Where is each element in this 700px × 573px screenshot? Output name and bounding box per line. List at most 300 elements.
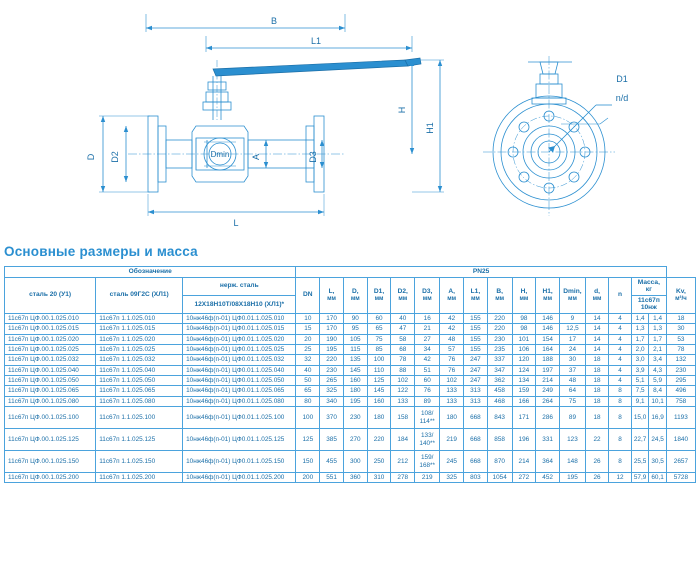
cell-value: 75 [367,334,391,344]
cell-value: 10,1 [649,396,666,406]
valve-drawing-svg [0,0,700,232]
cell-value: 60 [367,313,391,323]
dim-label-H1: H1 [425,122,435,134]
cell-designation-steel20: 11с67п ЦФ.00.1.025.150 [5,451,96,473]
cell-value: 133 [391,396,415,406]
cell-value: 166 [512,396,536,406]
cell-value: 58 [391,334,415,344]
cell-designation-steel20: 11с67п ЦФ.00.1.025.200 [5,473,96,483]
cell-value: 95 [343,324,367,334]
table-row [5,324,696,334]
cell-value: 340 [320,396,344,406]
dim-label-D2: D2 [110,151,120,163]
cell-value: 57,9 [631,473,648,483]
cell-value: 180 [440,407,464,429]
cell-value: 300 [343,451,367,473]
cell-designation-inox: 10нж46ф(п-01) ЦФ0.01.1.025.150 [183,451,296,473]
cell-designation-inox: 10нж46ф(п-01) ЦФ0.01.1.025.025 [183,344,296,354]
cell-designation-steel09: 11с67п 1.1.025.150 [96,451,183,473]
cell-value: 295 [666,376,695,386]
cell-value: 20 [296,334,320,344]
cell-value: 870 [487,451,512,473]
cell-value: 272 [512,473,536,483]
cell-value: 347 [487,365,512,375]
cell-designation-inox: 10нж46ф(п-01) ЦФ0.01.1.025.100 [183,407,296,429]
cell-value: 286 [536,407,560,429]
header-col-kv: Kv, м³/ч [666,277,695,313]
cell-value: 364 [536,451,560,473]
cell-value: 134 [512,376,536,386]
cell-value: 190 [320,334,344,344]
cell-value: 15 [296,324,320,334]
cell-value: 155 [464,313,488,323]
cell-value: 249 [536,386,560,396]
cell-value: 18 [585,365,608,375]
cell-value: 452 [536,473,560,483]
table-row [5,334,696,344]
cell-value: 1193 [666,407,695,429]
cell-designation-steel20: 11с67п ЦФ.00.1.025.125 [5,429,96,451]
cell-value: 18 [585,407,608,429]
cell-value: 160 [367,396,391,406]
header-steel09: сталь 09Г2С (ХЛ1) [96,277,183,313]
cell-value: 4 [609,365,632,375]
cell-value: 89 [415,396,440,406]
cell-value: 8 [609,386,632,396]
table-row [5,473,696,483]
cell-value: 18 [585,386,608,396]
cell-designation-steel09: 11с67п 1.1.025.100 [96,407,183,429]
cell-value: 2,1 [649,344,666,354]
page-title: Основные размеры и масса [4,244,198,259]
cell-value: 48 [440,334,464,344]
cell-value: 8 [609,429,632,451]
cell-value: 455 [320,451,344,473]
cell-value: 22 [585,429,608,451]
cell-value: 40 [296,365,320,375]
cell-value: 265 [320,376,344,386]
table-header-row-2 [5,277,696,295]
cell-designation-steel20: 11с67п ЦФ.00.1.025.080 [5,396,96,406]
cell-value: 219 [440,429,464,451]
cell-value: 4 [609,313,632,323]
cell-value: 25,5 [631,451,648,473]
dim-label-L1: L1 [310,36,322,46]
cell-value: 3,0 [631,355,648,365]
cell-value: 18 [666,313,695,323]
dim-label-nd: n/d [615,93,629,103]
cell-value: 858 [487,429,512,451]
cell-value: 85 [367,344,391,354]
cell-value: 247 [464,355,488,365]
cell-designation-inox: 10нж46ф(п-01) ЦФ0.01.1.025.015 [183,324,296,334]
cell-value: 98 [512,324,536,334]
cell-value: 158 [391,407,415,429]
cell-value: 214 [536,376,560,386]
cell-value: 102 [440,376,464,386]
cell-value: 37 [559,365,585,375]
cell-value: 133 [440,396,464,406]
cell-value: 24 [559,344,585,354]
cell-value: 14 [585,324,608,334]
dim-label-B: B [270,16,278,26]
cell-designation-inox: 10нж46ф(п-01) ЦФ0.01.1.025.020 [183,334,296,344]
cell-value: 1,3 [649,324,666,334]
cell-value: 25 [296,344,320,354]
header-col-d2: D2, мм [391,277,415,313]
cell-value: 668 [464,429,488,451]
cell-value: 146 [536,324,560,334]
cell-value: 133/ 140** [415,429,440,451]
cell-value: 4,3 [649,365,666,375]
cell-value: 12 [609,473,632,483]
cell-value: 230 [666,365,695,375]
cell-value: 14 [585,313,608,323]
cell-value: 30 [559,355,585,365]
cell-value: 170 [320,324,344,334]
cell-designation-steel20: 11с67п ЦФ.00.1.025.020 [5,334,96,344]
header-col-l: L, мм [320,277,344,313]
cell-value: 135 [343,355,367,365]
cell-value: 60,1 [649,473,666,483]
cell-value: 65 [296,386,320,396]
cell-value: 42 [440,324,464,334]
cell-value: 3,9 [631,365,648,375]
cell-designation-inox: 10нж46ф(п-01) ЦФ0.01.1.025.065 [183,386,296,396]
cell-value: 100 [367,355,391,365]
cell-designation-inox: 10нж46ф(п-01) ЦФ0.01.1.025.040 [183,365,296,375]
cell-value: 230 [487,334,512,344]
cell-value: 195 [320,344,344,354]
cell-value: 2657 [666,451,695,473]
table-row [5,355,696,365]
header-mass-sub: 11с67п 10нж [631,295,666,313]
cell-designation-steel09: 11с67п 1.1.025.032 [96,355,183,365]
cell-value: 9,1 [631,396,648,406]
cell-designation-steel20: 11с67п ЦФ.00.1.025.015 [5,324,96,334]
cell-value: 8 [609,451,632,473]
cell-value: 18 [585,376,608,386]
dim-label-D3: D3 [308,151,318,163]
cell-value: 3,4 [649,355,666,365]
header-col-b: B, мм [487,277,512,313]
cell-value: 195 [559,473,585,483]
table-row [5,429,696,451]
cell-value: 180 [343,386,367,396]
cell-value: 245 [440,451,464,473]
cell-value: 164 [536,344,560,354]
header-inox: нерж. сталь [183,277,296,295]
cell-value: 47 [391,324,415,334]
cell-designation-steel09: 11с67п 1.1.025.080 [96,396,183,406]
cell-value: 362 [487,376,512,386]
cell-value: 12,5 [559,324,585,334]
cell-designation-steel09: 11с67п 1.1.025.200 [96,473,183,483]
cell-value: 57 [440,344,464,354]
cell-value: 1,7 [649,334,666,344]
cell-value: 101 [512,334,536,344]
technical-drawing [0,0,700,232]
cell-value: 148 [559,451,585,473]
cell-value: 264 [536,396,560,406]
cell-designation-steel09: 11с67п 1.1.025.050 [96,376,183,386]
cell-value: 40 [391,313,415,323]
cell-designation-inox: 10нж46ф(п-01) ЦФ0.01.1.025.010 [183,313,296,323]
cell-designation-steel20: 11с67п ЦФ.00.1.025.100 [5,407,96,429]
cell-value: 843 [487,407,512,429]
cell-value: 370 [320,407,344,429]
cell-value: 220 [487,313,512,323]
cell-designation-inox: 10нж46ф(п-01) ЦФ0.01.1.025.125 [183,429,296,451]
cell-designation-inox: 10нж46ф(п-01) ЦФ0.01.1.025.032 [183,355,296,365]
cell-value: 4 [609,376,632,386]
cell-value: 48 [559,376,585,386]
cell-value: 159 [512,386,536,396]
cell-designation-steel20: 11с67п ЦФ.00.1.025.025 [5,344,96,354]
cell-value: 9 [559,313,585,323]
dim-label-D1: D1 [616,74,628,84]
cell-value: 150 [296,451,320,473]
cell-value: 4 [609,344,632,354]
cell-value: 125 [367,376,391,386]
cell-value: 10 [296,313,320,323]
cell-value: 64 [559,386,585,396]
cell-value: 1,4 [631,313,648,323]
dim-label-D: D [86,153,96,161]
header-col-a: A, мм [440,277,464,313]
cell-value: 132 [666,355,695,365]
cell-value: 76 [440,365,464,375]
cell-value: 337 [487,355,512,365]
cell-value: 325 [320,386,344,396]
cell-value: 496 [666,386,695,396]
cell-value: 385 [320,429,344,451]
cell-designation-steel09: 11с67п 1.1.025.040 [96,365,183,375]
header-col-d: D, мм [343,277,367,313]
cell-value: 230 [320,365,344,375]
cell-value: 1840 [666,429,695,451]
cell-value: 90 [343,313,367,323]
cell-value: 14 [585,344,608,354]
cell-value: 16,9 [649,407,666,429]
cell-value: 24,5 [649,429,666,451]
cell-designation-steel09: 11с67п 1.1.025.025 [96,344,183,354]
cell-value: 325 [440,473,464,483]
cell-designation-steel20: 11с67п ЦФ.00.1.025.032 [5,355,96,365]
cell-value: 4 [609,324,632,334]
cell-value: 26 [585,473,608,483]
cell-designation-inox: 10нж46ф(п-01) ЦФ0.01.1.025.050 [183,376,296,386]
cell-value: 5,1 [631,376,648,386]
cell-value: 106 [512,344,536,354]
cell-value: 200 [296,473,320,483]
cell-value: 220 [367,429,391,451]
cell-value: 14 [585,334,608,344]
cell-value: 120 [512,355,536,365]
cell-designation-steel09: 11с67п 1.1.025.010 [96,313,183,323]
cell-designation-steel09: 11с67п 1.1.025.020 [96,334,183,344]
cell-value: 758 [666,396,695,406]
cell-value: 212 [391,451,415,473]
header-col-d1: D1, мм [367,277,391,313]
cell-designation-steel09: 11с67п 1.1.025.015 [96,324,183,334]
cell-value: 170 [320,313,344,323]
cell-value: 146 [536,313,560,323]
cell-value: 110 [367,365,391,375]
dim-label-H: H [397,106,407,114]
cell-value: 51 [415,365,440,375]
cell-value: 171 [512,407,536,429]
cell-designation-steel09: 11с67п 1.1.025.065 [96,386,183,396]
cell-value: 76 [440,355,464,365]
cell-value: 26 [585,451,608,473]
cell-value: 76 [415,386,440,396]
cell-value: 235 [487,344,512,354]
cell-value: 313 [464,396,488,406]
cell-value: 184 [391,429,415,451]
header-col-h1: H1, мм [536,277,560,313]
cell-value: 88 [391,365,415,375]
cell-value: 75 [559,396,585,406]
cell-value: 30 [666,324,695,334]
cell-value: 133 [440,386,464,396]
cell-value: 195 [343,396,367,406]
cell-value: 160 [343,376,367,386]
cell-value: 22,7 [631,429,648,451]
cell-value: 18 [585,355,608,365]
cell-designation-steel09: 11с67п 1.1.025.125 [96,429,183,451]
cell-value: 16 [415,313,440,323]
cell-value: 551 [320,473,344,483]
cell-value: 188 [536,355,560,365]
header-col-d-hole: d, мм [585,277,608,313]
cell-value: 18 [585,396,608,406]
cell-value: 125 [296,429,320,451]
cell-value: 458 [487,386,512,396]
cell-value: 124 [512,365,536,375]
header-pn: PN25 [296,267,666,278]
cell-value: 180 [367,407,391,429]
specs-table [4,266,696,483]
cell-value: 668 [464,407,488,429]
cell-designation-inox: 10нж46ф(п-01) ЦФ0.01.1.025.200 [183,473,296,483]
table-row [5,396,696,406]
dim-label-A: A [251,153,261,161]
cell-value: 230 [343,407,367,429]
header-col-dn: DN [296,277,320,313]
cell-value: 278 [391,473,415,483]
cell-value: 270 [343,429,367,451]
cell-value: 155 [464,334,488,344]
header-col-dmin: Dmin, мм [559,277,585,313]
cell-value: 60 [415,376,440,386]
cell-value: 8 [609,396,632,406]
table-row [5,376,696,386]
cell-value: 196 [512,429,536,451]
table-row [5,313,696,323]
cell-value: 247 [464,365,488,375]
header-col-mass: Масса, кг [631,277,666,295]
header-col-n: n [609,277,632,313]
cell-value: 155 [464,344,488,354]
cell-value: 42 [440,313,464,323]
cell-value: 80 [296,396,320,406]
cell-value: 34 [415,344,440,354]
cell-value: 102 [391,376,415,386]
cell-value: 154 [536,334,560,344]
cell-value: 68 [391,344,415,354]
cell-designation-steel20: 11с67п ЦФ.00.1.025.065 [5,386,96,396]
cell-value: 100 [296,407,320,429]
header-col-l1: L1, мм [464,277,488,313]
table-row [5,386,696,396]
header-col-h: H, мм [512,277,536,313]
cell-value: 105 [343,334,367,344]
header-designation: Обозначение [5,267,296,278]
cell-value: 42 [415,355,440,365]
dim-label-Dmin: Dmin [210,150,230,159]
cell-value: 98 [512,313,536,323]
dim-label-L: L [233,218,239,228]
cell-value: 2,0 [631,344,648,354]
cell-value: 145 [367,386,391,396]
cell-value: 1054 [487,473,512,483]
cell-value: 65 [367,324,391,334]
cell-value: 30,5 [649,451,666,473]
cell-value: 313 [464,386,488,396]
cell-value: 159/ 168** [415,451,440,473]
cell-value: 15,0 [631,407,648,429]
cell-value: 89 [559,407,585,429]
cell-value: 250 [367,451,391,473]
header-col-d3: D3, мм [415,277,440,313]
cell-value: 219 [415,473,440,483]
cell-value: 668 [464,451,488,473]
cell-value: 197 [536,365,560,375]
cell-value: 78 [666,344,695,354]
cell-value: 50 [296,376,320,386]
cell-value: 214 [512,451,536,473]
cell-value: 4 [609,355,632,365]
cell-value: 8 [609,407,632,429]
cell-value: 803 [464,473,488,483]
cell-value: 53 [666,334,695,344]
cell-value: 78 [391,355,415,365]
table-header-row-1 [5,267,696,278]
cell-designation-steel20: 11с67п ЦФ.00.1.025.050 [5,376,96,386]
cell-value: 468 [487,396,512,406]
cell-designation-steel20: 11с67п ЦФ.00.1.025.040 [5,365,96,375]
cell-value: 5728 [666,473,695,483]
cell-value: 247 [464,376,488,386]
cell-value: 123 [559,429,585,451]
header-inox-sub: 12Х18Н10Т/08Х18Н10 (ХЛ1)* [183,295,296,313]
cell-value: 108/ 114** [415,407,440,429]
cell-value: 5,9 [649,376,666,386]
cell-value: 220 [320,355,344,365]
cell-value: 310 [367,473,391,483]
table-row [5,344,696,354]
cell-value: 145 [343,365,367,375]
cell-value: 8,4 [649,386,666,396]
cell-designation-steel20: 11с67п ЦФ.00.1.025.010 [5,313,96,323]
table-row [5,407,696,429]
cell-value: 115 [343,344,367,354]
cell-value: 21 [415,324,440,334]
table-body [5,313,696,483]
table-row [5,365,696,375]
cell-designation-inox: 10нж46ф(п-01) ЦФ0.01.1.025.080 [183,396,296,406]
